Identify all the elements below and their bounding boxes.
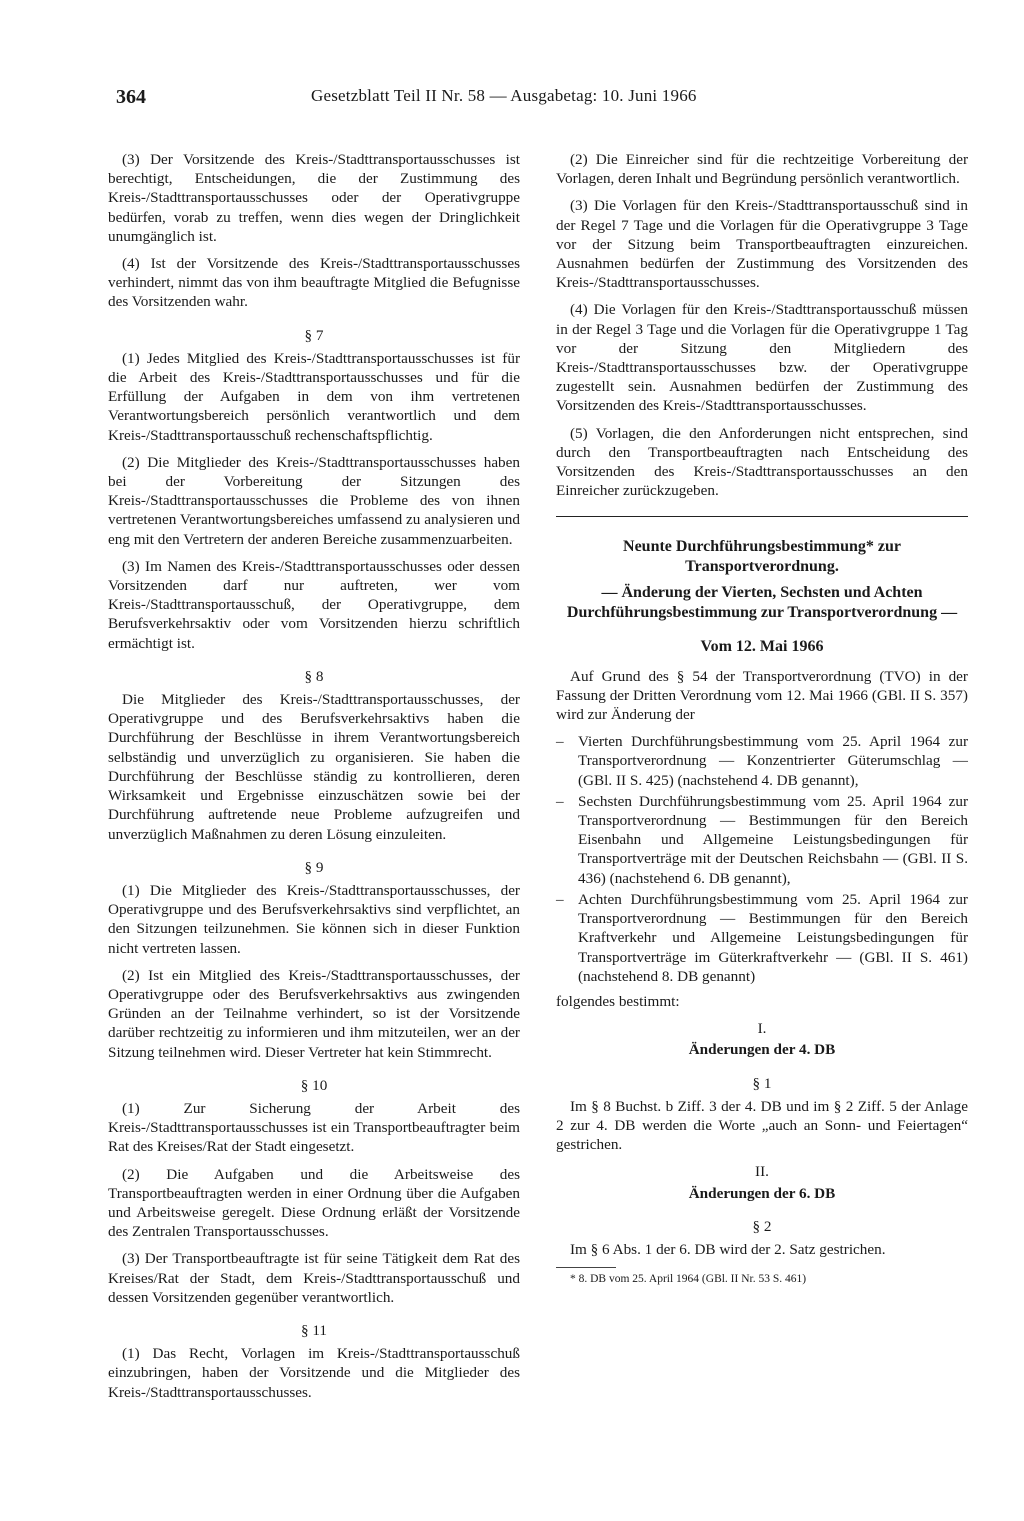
paragraph: (3) Der Transportbeauftragte ist für seine Tätigkeit dem Rat des Kreises/Rat der Stadt, dem Kreis-/Stadttransportausschuß und dessen Vorsitzenden gegenüber verantwortlich. — [108, 1250, 520, 1306]
paragraph: (4) Die Vorlagen für den Kreis-/Stadttransportausschuß müssen in der Regel 3 Tage und die Vorlagen für die Operativgruppe 1 Tag vor der Sitzung den Mitgliedern des Kreis-/Stadttransportausschusses bzw. der Operativgruppe zugestellt sein. Ausnahmen bedürfen der Zustimmung des Vorsitzenden des Kreis-/Stadttransportausschusses. — [556, 301, 968, 415]
list-item: – Sechsten Durchführungsbestimmung vom 25. April 1964 zur Transportverordnung — Bestimmungen für den Bereich Eisenbahn und Allgemeine Leistungsbedingungen für Transportverträge mit der Deutschen Reichsbahn — (GBl. II S. 436) (nachstehend 6. DB genannt), — [556, 792, 968, 888]
amendment-list — [556, 732, 968, 986]
page-header — [116, 86, 964, 116]
paragraph: (1) Jedes Mitglied des Kreis-/Stadttransportausschusses ist für die Arbeit des Kreis-/Stadttransportausschusses und für die Erfüllung der Aufgaben in dem von ihm vertretenen Verantwortungsbereich persönlich verantwortlich und dem Kreis-/Stadttransportausschuß rechenschaftspflichtig. — [108, 349, 520, 444]
section-heading-7: § 7 — [304, 326, 324, 344]
paragraph: Die Mitglieder des Kreis-/Stadttransportausschusses, der Operativgruppe und des Berufsverkehrsaktivs haben die Durchführung der Beschlüsse in ihrem Verantwortungsbereich selbständig und unverzüglich zu organisieren. Sie haben die Durchführung der Beschlüsse ständig zu kontrollieren, deren Wirksamkeit und Ergebnisse einzuschätzen sowie bei der Durchführung auftretende neue Probleme aufzugreifen und unverzüglich Maßnahmen zu deren Lösung einzuleiten. — [108, 691, 520, 843]
paragraph: (2) Ist ein Mitglied des Kreis-/Stadttransportausschusses, der Operativgruppe oder des Berufsverkehrsaktivs aus zwingenden Gründen an der Teilnahme verhindert, so ist der Vorsitzende darüber rechtzeitig zu informieren und ihm mitzuteilen, wer an der Sitzung teilnehmen wird. Dieser Vertreter hat kein Stimmrecht. — [108, 966, 520, 1061]
part-heading-1: Änderungen der 4. DB — [688, 1041, 836, 1059]
paragraph: (3) Die Vorlagen für den Kreis-/Stadttransportausschuß sind in der Regel 7 Tage und die Vorlagen für die Operativgruppe 3 Tage vor der Sitzung beim Transportbeauftragten einzureichen. Ausnahmen bedürfen der Zustimmung des Vorsitzenden des Kreis-/Stadttransportausschusses. — [556, 197, 968, 292]
list-item: – Vierten Durchführungsbestimmung vom 25. April 1964 zur Transportverordnung — Konzentrierter Güterumschlag — (GBl. II S. 425) (nachstehend 4. DB genannt), — [556, 732, 968, 790]
section-heading-8: § 8 — [304, 667, 324, 685]
paragraph: (2) Die Einreicher sind für die rechtzeitige Vorbereitung der Vorlagen, deren Inhalt und Begründung persönlich verantwortlich. — [556, 151, 968, 188]
regulation-subtitle: — Änderung der Vierten, Sechsten und Achten Durchführungsbestimmung zur Transportverordnung — — [566, 584, 958, 622]
footnote: * 8. DB vom 25. April 1964 (GBl. II Nr. 53 S. 461) — [570, 1273, 807, 1286]
section-divider — [556, 516, 968, 517]
paragraph: (5) Vorlagen, die den Anforderungen nicht entsprechen, sind durch den Transportbeauftragten nach Entscheidung des Vorsitzenden des Kreis-/Stadttransportausschusses an den Einreicher zurückzugeben. — [556, 424, 968, 500]
section-heading-2: § 2 — [752, 1217, 772, 1235]
right-column — [556, 150, 968, 1286]
paragraph: (2) Die Aufgaben und die Arbeitsweise des Transportbeauftragten werden in einer Ordnung über die Aufgaben und Arbeitsweise geregelt. Diese Ordnung erläßt der Vorsitzende des Zentralen Transportausschusses. — [108, 1165, 520, 1241]
paragraph: Im § 8 Buchst. b Ziff. 3 der 4. DB und im § 2 Ziff. 5 der Anlage 2 zur 4. DB werden die Worte „auch an Sonn- und Feiertagen“ gestrichen. — [556, 1097, 968, 1154]
intro-paragraph: Auf Grund des § 54 der Transportverordnung (TVO) in der Fassung der Dritten Verordnung vom 12. Mai 1966 (GBl. II S. 357) wird zur Änderung der — [556, 667, 968, 724]
paragraph: (4) Ist der Vorsitzende des Kreis-/Stadttransportausschusses verhindert, nimmt das von ihm beauftragte Mitglied die Befugnisse des Vorsitzenden wahr. — [108, 255, 520, 311]
section-heading-10: § 10 — [300, 1076, 328, 1094]
left-column — [108, 150, 520, 1410]
paragraph: (2) Die Mitglieder des Kreis-/Stadttransportausschusses haben bei der Vorbereitung der Sitzungen des Kreis-/Stadttransportausschusses die Probleme des von ihnen vertretenen Verantwortungsbereiches umfassend zu analysieren und eng mit den Vertretern der anderen Bereiche zusammenzuarbeiten. — [108, 453, 520, 548]
section-heading-11: § 11 — [300, 1321, 327, 1339]
paragraph: (1) Die Mitglieder des Kreis-/Stadttransportausschusses, der Operativgruppe und des Berufsverkehrsaktivs sind verpflichtet, an den Sitzungen teilzunehmen. Sie können sich in dieser Funktion nicht vertreten lassen. — [108, 881, 520, 957]
paragraph: Im § 6 Abs. 1 der 6. DB wird der 2. Satz gestrichen. — [570, 1240, 886, 1258]
part-heading-2: Änderungen der 6. DB — [688, 1184, 836, 1202]
paragraph: (1) Zur Sicherung der Arbeit des Kreis-/Stadttransportausschusses ist ein Transportbeauftragter beim Rat des Kreises/Rat der Stadt eingesetzt. — [108, 1099, 520, 1156]
part-number-1: I. — [757, 1020, 767, 1038]
list-item: – Achten Durchführungsbestimmung vom 25. April 1964 zur Transportverordnung — Bestimmungen für den Bereich Kraftverkehr und Allgemeine Leistungsbedingungen für Transportverträge im Güterkraftverkehr — (GBl. II S. 461) (nachstehend 8. DB genannt) — [556, 890, 968, 986]
regulation-date: Vom 12. Mai 1966 — [700, 638, 824, 656]
running-title: Gesetzblatt Teil II Nr. 58 — Ausgabetag: 10. Juni 1966 — [311, 86, 697, 105]
section-heading-1: § 1 — [752, 1074, 772, 1092]
part-number-2: II. — [755, 1163, 769, 1181]
paragraph: (1) Das Recht, Vorlagen im Kreis-/Stadttransportausschuß einzubringen, haben der Vorsitzende und die Mitglieder des Kreis-/Stadttransportausschusses. — [108, 1345, 520, 1401]
page-number: 364 — [116, 86, 146, 108]
regulation-title: Neunte Durchführungsbestimmung* zur Transportverordnung. — [623, 538, 901, 576]
section-heading-9: § 9 — [304, 858, 324, 876]
footnote-divider — [556, 1267, 616, 1268]
paragraph: (3) Der Vorsitzende des Kreis-/Stadttransportausschusses ist berechtigt, Entscheidungen, die der Zustimmung des Kreis-/Stadttransportausschusses oder der Operativgruppe bedürfen, vorab zu treffen, wenn dies wegen der Dringlichkeit unumgänglich ist. — [108, 151, 520, 245]
paragraph: (3) Im Namen des Kreis-/Stadttransportausschusses oder dessen Vorsitzenden darf nur auftreten, wer vom Kreis-/Stadttransportausschuß, der Operativgruppe, dem Berufsverkehrsaktiv oder vom Vorsitzenden hierzu schriftlich ermächtigt ist. — [108, 557, 520, 652]
closing-phrase: folgendes bestimmt: — [556, 992, 680, 1010]
